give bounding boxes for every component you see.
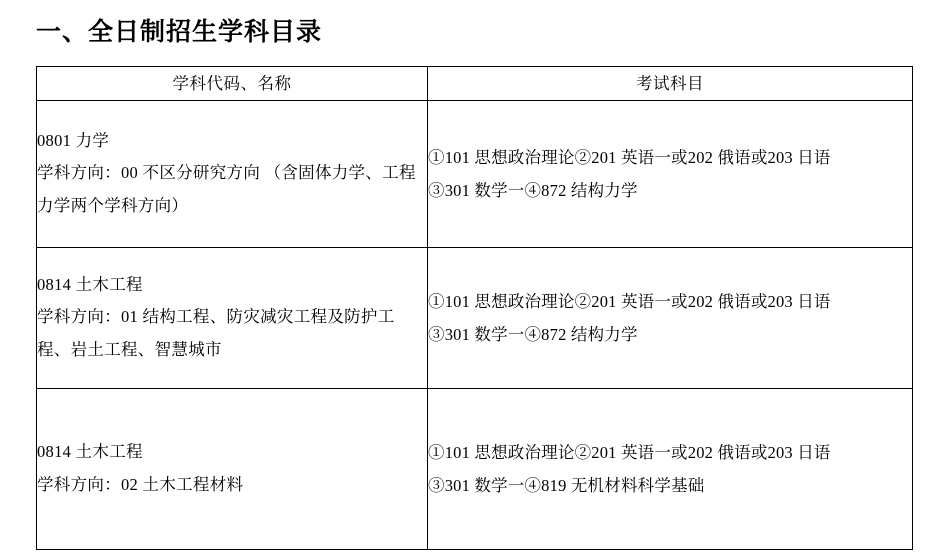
column-header-discipline: 学科代码、名称: [37, 66, 428, 100]
table-row: [37, 247, 913, 388]
discipline-code-name: 0801 力学: [37, 131, 110, 151]
discipline-cell: [37, 100, 428, 247]
exam-subject-line: ①101 思想政治理论②201 英语一或202 俄语或203 日语: [428, 147, 831, 167]
exam-subjects-cell: [428, 388, 913, 549]
discipline-code-name: 0814 土木工程: [37, 275, 143, 295]
exam-subject-line: ③301 数学一④819 无机材料科学基础: [428, 475, 705, 495]
table-header-row: [37, 66, 913, 100]
exam-subject-line: ③301 数学一④872 结构力学: [428, 180, 638, 200]
exam-subjects-cell: [428, 247, 913, 388]
discipline-direction: 学科方向：01 结构工程、防灾减灾工程及防护工程、岩土工程、智慧城市: [37, 307, 395, 359]
discipline-code-name: 0814 土木工程: [37, 442, 143, 462]
page-title: 一、全日制招生学科目录: [36, 18, 323, 46]
column-header-exam-subjects: 考试科目: [428, 66, 913, 100]
admission-catalog-table: [36, 66, 913, 550]
table-row: [37, 388, 913, 549]
exam-subjects-cell: [428, 100, 913, 247]
exam-subject-line: ①101 思想政治理论②201 英语一或202 俄语或203 日语: [428, 291, 831, 311]
discipline-direction: 学科方向：02 土木工程材料: [37, 474, 244, 494]
discipline-direction: 学科方向：00 不区分研究方向 （含固体力学、工程力学两个学科方向）: [37, 163, 416, 215]
exam-subject-line: ③301 数学一④872 结构力学: [428, 324, 638, 344]
table-row: [37, 100, 913, 247]
exam-subject-line: ①101 思想政治理论②201 英语一或202 俄语或203 日语: [428, 442, 831, 462]
discipline-cell: [37, 247, 428, 388]
discipline-cell: [37, 388, 428, 549]
